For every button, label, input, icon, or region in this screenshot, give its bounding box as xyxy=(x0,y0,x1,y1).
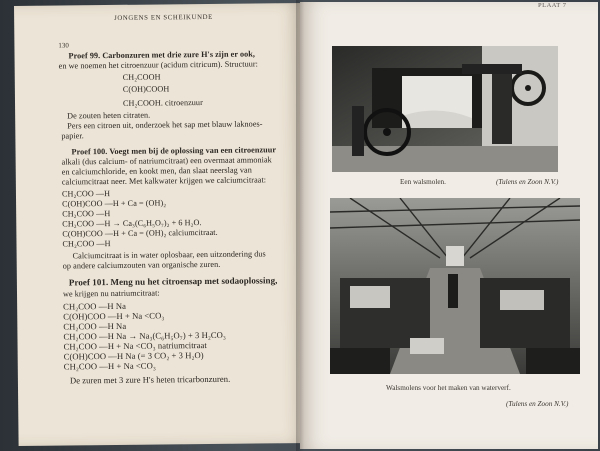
text-line: De zouten heten citraten. xyxy=(67,110,151,121)
text-line: en calciumchloride, en kookt men, dan slaat neerslag van xyxy=(61,165,252,177)
formula-line: CH₂COO —H Na xyxy=(63,300,126,312)
formula-line: C(OH)COO —H + Na <CO₃ xyxy=(63,310,165,322)
formula-line: CH₂COO —H → Ca₃(C₆H₅O₇)₂ + 6 H₂O. xyxy=(62,218,202,229)
photo-walsmolen-image xyxy=(332,46,558,172)
text-line: Proef 99. Carbonzuren met drie zure H's zijn er ook, xyxy=(68,49,255,61)
formula-line: C(OH)COO —H + Ca = (OH)₂ calciumcitraat. xyxy=(62,227,218,239)
photo-walsmolen xyxy=(332,46,558,172)
page-number: 130 xyxy=(58,41,69,50)
text-line: papier. xyxy=(61,131,84,141)
formula-line: CH₂COO —H Na → Na₃(C₆H₅O₇) + 3 H₂CO₃ xyxy=(63,329,226,342)
text-line: op andere calciumzouten van organische zuren. xyxy=(62,259,221,271)
photo-caption: Een walsmolen. xyxy=(400,178,446,186)
formula-line: CH₂COO —H + Na <CO₃ natriumcitraat xyxy=(63,340,207,352)
formula-line: C(OH)COO —H Na (= 3 CO₂ + 3 H₂O) xyxy=(63,350,204,362)
formula-line: CH₂COO —H xyxy=(62,209,111,219)
formula-line: CH₂COO —H + Na <CO₃ xyxy=(63,360,156,372)
formula-line: CH₂COO —H Na xyxy=(63,320,127,332)
formula-line: CH₂COO —H xyxy=(62,239,111,249)
text-line: Calciumcitraat is in water oplosbaar, een uitzondering dus xyxy=(72,249,266,261)
formula-line: CH₂COOH xyxy=(122,72,161,82)
book-gutter xyxy=(296,0,308,451)
plate-label: PLAAT 7 xyxy=(538,2,567,9)
formula-line: C(OH)COO —H + Ca = (OH)₂ xyxy=(62,198,167,209)
text-line: Proef 100. Voegt men bij de oplossing van een citroenzuur xyxy=(71,145,277,157)
formula-line: C(OH)COOH xyxy=(122,84,170,94)
photo-walsmolens xyxy=(330,198,580,374)
left-page xyxy=(14,3,309,446)
right-page xyxy=(300,2,598,449)
text-line: Pers een citroen uit, onderzoek het sap met blauw laknoes- xyxy=(67,119,263,131)
photo-walsmolens-image xyxy=(330,198,580,374)
text-line: Proef 101. Meng nu het citroensap met sodaoplossing, xyxy=(68,275,278,288)
photo-credit: (Tulens en Zoon N.V.) xyxy=(506,400,569,408)
running-header: JONGENS EN SCHEIKUNDE xyxy=(114,13,213,22)
text-line: calciumcitraat neer. Met kalkwater krijgen we calciumcitraat: xyxy=(61,175,267,187)
text-line: De zuren met 3 zure H's heten tricarbonzuren. xyxy=(69,373,231,386)
text-line: alkali (dus calcium- of natriumcitraat) een overmaat ammoniak xyxy=(61,155,272,167)
formula-line: CH₂COOH. citroenzuur xyxy=(122,98,203,108)
text-line: we krijgen nu natriumcitraat: xyxy=(62,288,160,299)
photo-credit: (Tulens en Zoon N.V.) xyxy=(496,178,559,186)
text-line: en we noemen het citroenzuur (acidum citricum). Structuur: xyxy=(58,59,258,71)
formula-line: CH₂COO —H xyxy=(61,189,111,199)
photo-caption: Walsmolens voor het maken van waterverf. xyxy=(386,384,511,392)
